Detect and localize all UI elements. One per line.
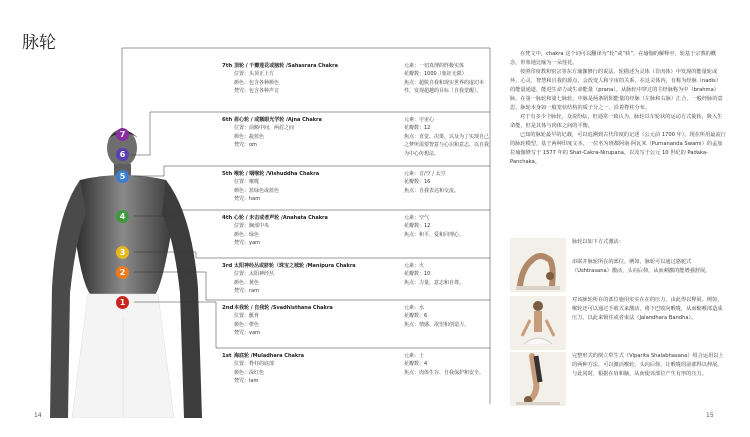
page-number-right: 15 bbox=[706, 412, 714, 419]
chakra-position: 位置：前额中间，两眉之间 bbox=[234, 125, 295, 132]
chakra-element: 元素：一切真理的终极实体 bbox=[404, 63, 465, 69]
chakra-position: 位置：骶骨 bbox=[234, 313, 260, 320]
chakra-petals: 花瓣数：16 bbox=[404, 179, 431, 186]
pose-text-throat-lock: 对该脉轮所在的部位施用实实在在的压力，由此得以释展。例如，喉轮还可以通过手收式来激活，将下巴收向喉咙，从而缩喉部造成压力，以此来锁住或者束法（Jalandhara Bandha）。 bbox=[572, 297, 723, 321]
chakra-1-icon: 1 bbox=[116, 296, 129, 309]
paragraph: 在梵文中，chakra 这个词可以翻译为“轮”或“转”，在瑜伽的解释中，轮基于宗教的概念，形象地比喻为一朵莲花。 bbox=[510, 51, 717, 66]
chakra-3-icon: 3 bbox=[116, 246, 129, 259]
chakra-element: 元素：水 bbox=[404, 305, 425, 311]
chakra-level: 1st bbox=[222, 353, 232, 359]
chakra-color: 颜色：黄色 bbox=[234, 279, 260, 286]
chakra-level: 5th bbox=[222, 171, 233, 177]
chakra-petals: 花瓣数：6 bbox=[404, 313, 428, 320]
throat-lock-pose-image bbox=[510, 296, 566, 350]
chakra-focus: 焦点：力量、意志和自尊。 bbox=[404, 279, 465, 286]
chakra-mantra: 梵咒：ram bbox=[234, 288, 259, 295]
chakra-7-icon: 7 bbox=[116, 128, 129, 141]
chakra-level: 7th bbox=[222, 63, 233, 69]
chakra-mantra: 梵咒：om bbox=[234, 142, 257, 149]
chakra-position: 位置：太阳神经丛 bbox=[234, 271, 275, 278]
paragraph: 对于有多少个脉轮，众说纷纭，但通常一致认为，脉轮以车轮状的运动方式旋转，吸入生命能，但是其体与肉体之间的平衡。 bbox=[510, 114, 723, 129]
chakra-focus: 焦点：情感、欲望和创造力。 bbox=[404, 321, 470, 328]
chakra-name: 太阳神经丛或脐轮（珠宝之城轮 /Manipura Chakra bbox=[234, 263, 356, 269]
chakra-level: 6th bbox=[222, 117, 233, 123]
chakra-color: 颜色：绿色 bbox=[234, 231, 260, 238]
chakra-name: 心轮 / 未击或者声轮 /Anahata Chakra bbox=[234, 215, 328, 221]
chakra-element: 元素：火 bbox=[404, 263, 425, 269]
chakra-element: 元素：土 bbox=[404, 353, 425, 359]
chakra-2-icon: 2 bbox=[116, 266, 129, 279]
chakra-color: 颜色：深红色 bbox=[234, 369, 265, 376]
chakra-color: 颜色：靛蓝色 bbox=[234, 133, 265, 140]
chakra-element: 元素：宇宙心 bbox=[404, 117, 435, 123]
chakra-element: 元素：音/空 / 太空 bbox=[404, 171, 446, 177]
yogi-silhouette bbox=[50, 118, 210, 418]
chakra-petals: 花瓣数：4 bbox=[404, 361, 428, 368]
chakra-level: 2nd bbox=[222, 305, 234, 311]
chakra-focus: 焦点：和平、爱和同理心。 bbox=[404, 231, 465, 238]
chakra-focus: 焦点：直觉、决策，以及为了实现自己之梦所需要智意与心识和意志，以自我为中心传想法。 bbox=[404, 133, 490, 157]
chakra-level: 3rd bbox=[222, 263, 233, 269]
chakra-mantra: 梵咒：lam bbox=[234, 378, 259, 385]
chakra-focus: 焦点：自我表达和交流。 bbox=[404, 187, 460, 194]
chakra-focus: 焦点：肉体生存、自我保护和安全。 bbox=[404, 369, 485, 376]
chakra-color: 颜色：蓝绿色或蓝色 bbox=[234, 187, 280, 194]
chakra-5-icon: 5 bbox=[116, 170, 129, 183]
chakra-element: 元素：空气 bbox=[404, 215, 430, 221]
paragraph: 按照印度教和密宗等东方瑜伽修行的说法，轮描述为灵体（非肉体）中发现的能量轮或环，心灵、智慧和自我的源点，会改变人和宇宙的关系，在这灵体内，有称为经脉（nadis）的能量通道，能进生命力或生命能量（prana）。从脉轮中穿过的主经脉称为中（brahma）脉，在第一脉轮和第七脉轮，中脉是两条阴阳能量的经脉（左脉和右脉）汇合，一般经脉的意思，脉轮本身如一般笼状结构的质子分之一、沿着脊柱分布。 bbox=[510, 69, 723, 111]
paragraph: 已知的脉轮最早的记载，可以追溯到古代印度的记述（公元前 1700 年）。现在所用最流行的脉轮模型，基于两种印度文本，一位名为班都阿南·阿瓦米（Purnananda Swami）的孟加拉瑜伽修写于 1577 年的 Shat-Cakra-Nirupana，以及写于公元 10 世纪的 Padaka-Panchaka。 bbox=[510, 132, 726, 165]
page-title: 脉轮 bbox=[22, 33, 56, 53]
chakra-petals: 花瓣数：1000（象征无限） bbox=[404, 71, 467, 78]
chakra-name: 眉心轮 / 或额眼光学轮 /Ajna Chakra bbox=[234, 117, 322, 123]
chakra-name: 海底轮 /Muladhara Chakra bbox=[234, 353, 305, 359]
chakra-6-icon: 6 bbox=[116, 148, 129, 161]
chakra-name: 本我轮 / 自我轮 /Svadhisthana Chakra bbox=[234, 305, 333, 311]
chakra-4-icon: 4 bbox=[116, 210, 129, 223]
pose-intro: 脉轮以如下方式激活： bbox=[572, 239, 624, 245]
pose-text-camel: 串联并脉轮所在的部位。例如，脉轮可以通过骆驼式（Ushtrasana）激活，头向后仰，从而刺激的能增强舒展。 bbox=[572, 259, 711, 274]
chakra-name: 顶轮 / 千瓣莲花或脑轮 /Sahasrara Chakra bbox=[234, 63, 338, 69]
chakra-mantra: 梵咒：yam bbox=[234, 240, 260, 247]
chakra-focus: 焦点：超脱自我和现实世界的虚幻本性，发现超越的目标（自我觉醒）。 bbox=[404, 79, 485, 95]
chakra-level: 4th bbox=[222, 215, 233, 221]
chakra-color: 颜色：橙色 bbox=[234, 321, 260, 328]
chakra-position: 位置：脊柱的底部 bbox=[234, 361, 275, 368]
chakra-mantra: 梵咒：ham bbox=[234, 196, 261, 203]
intro-text bbox=[510, 50, 726, 167]
chakra-position: 位置：喉咙 bbox=[234, 179, 260, 186]
chakra-petals: 花瓣数：12 bbox=[404, 223, 431, 230]
inverted-locust-pose-image bbox=[510, 352, 566, 406]
camel-pose-image bbox=[510, 238, 566, 292]
yogi-figure bbox=[50, 118, 210, 418]
chakra-mantra: 梵咒：vam bbox=[234, 330, 260, 337]
chakra-color: 颜色：包含各种颜色 bbox=[234, 79, 280, 86]
chakra-name: 喉轮 / 咽喉轮 /Vishuddha Chakra bbox=[234, 171, 320, 177]
chakra-petals: 花瓣数：12 bbox=[404, 125, 431, 132]
pose-text-inverted-locust: 完整形式的倒立犁生式（Viparita Shalabhasana）组合运用以上的两种方法，可以激活喉轮，头向后仰，让喉咙的前部得以伸展，与此同时，根据在肩和脑，从而使该部位产生有形的压力。 bbox=[572, 353, 724, 377]
chakra-mantra: 梵咒：包含各种声音 bbox=[234, 88, 280, 95]
chakra-petals: 花瓣数：10 bbox=[404, 271, 431, 278]
chakra-position: 位置：胸部中央 bbox=[234, 223, 270, 230]
chakra-position: 位置：头顶正上方 bbox=[234, 71, 275, 78]
page-number-left: 14 bbox=[34, 412, 42, 419]
